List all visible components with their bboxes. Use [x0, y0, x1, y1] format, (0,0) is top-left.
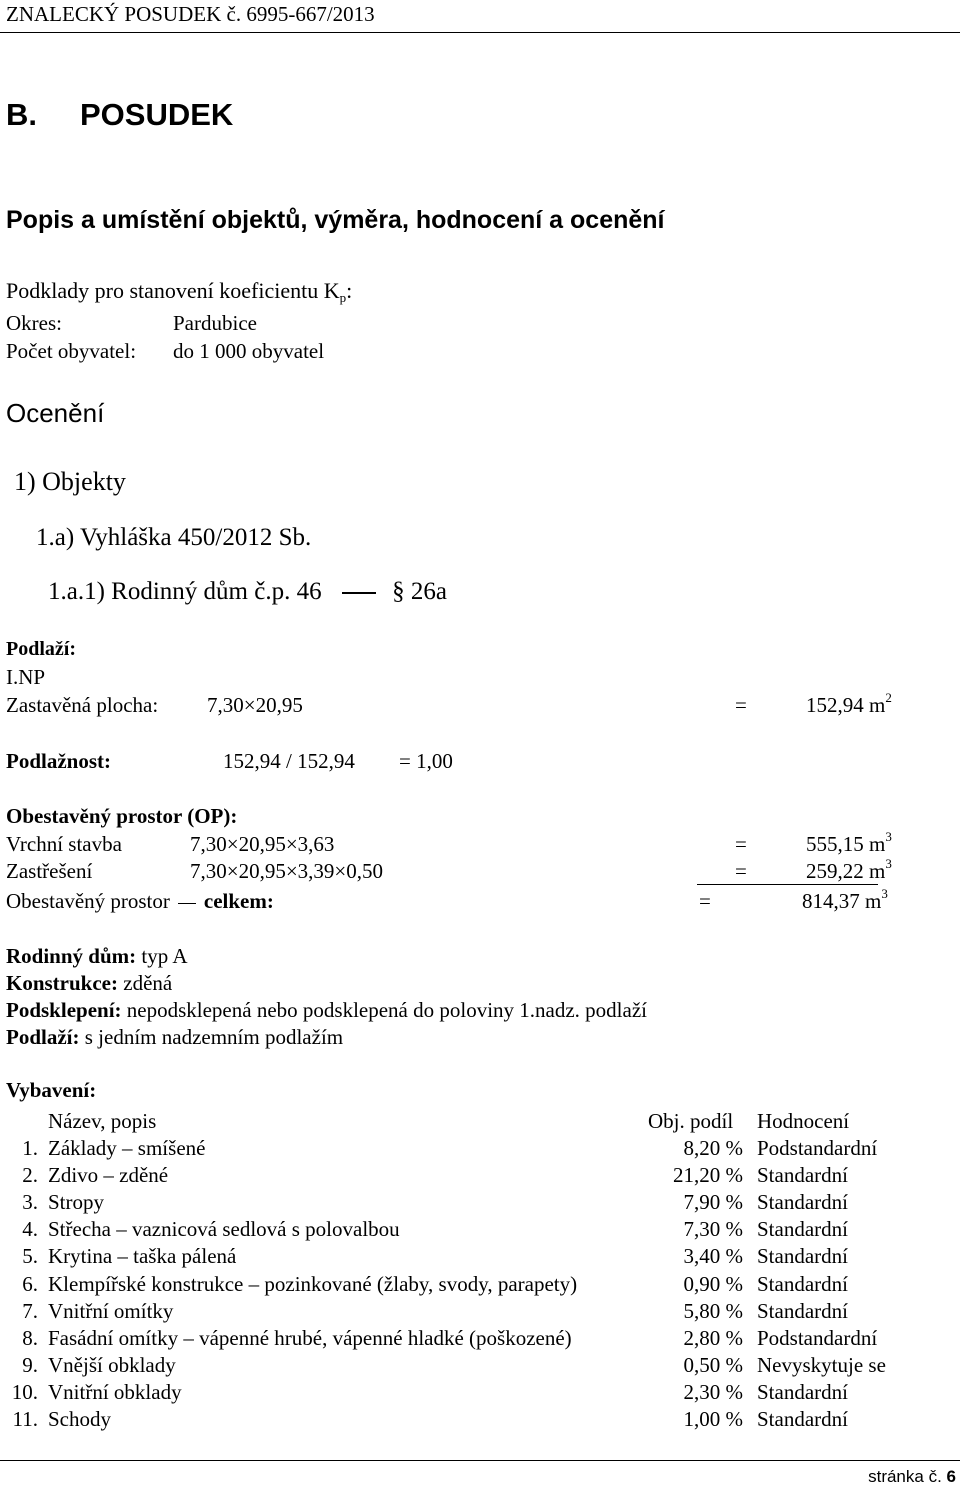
op-row-formula: 7,30×20,95×3,63	[190, 832, 335, 856]
floor-label: I.NP	[6, 665, 46, 689]
prop-label: Rodinný dům:	[6, 944, 137, 968]
row-number: 10.	[11, 1380, 38, 1404]
vyhlaska-heading: 1.a) Vyhláška 450/2012 Sb.	[36, 524, 312, 551]
row-rating: Nevyskytuje se	[757, 1353, 886, 1377]
oceneni-heading: Ocenění	[6, 398, 105, 428]
row-name: Krytina – taška pálená	[48, 1244, 237, 1268]
op-row-formula: 7,30×20,95×3,39×0,50	[190, 859, 384, 883]
prop-value: s jedním nadzemním podlažím	[84, 1025, 344, 1049]
row-name: Zdivo – zděné	[48, 1163, 169, 1187]
zastavena-formula: 7,30×20,95	[207, 693, 303, 717]
op-row-eq: =	[735, 832, 747, 856]
prop-value: zděná	[123, 971, 173, 995]
kp-row-okres	[6, 311, 257, 336]
row-rating: Standardní	[757, 1163, 848, 1187]
paragraph-dash	[342, 592, 376, 594]
row-rating: Standardní	[757, 1380, 848, 1404]
prop-rodinny-dum	[6, 944, 187, 969]
op-total-label	[6, 889, 274, 914]
row-rating: Standardní	[757, 1244, 848, 1268]
row-name: Střecha – vaznicová sedlová s polovalbou	[48, 1217, 400, 1241]
row-number: 5.	[22, 1244, 38, 1268]
prop-podlazi	[6, 1025, 343, 1050]
op-row-value	[806, 829, 892, 857]
paragraph-icon: §	[392, 578, 405, 605]
row-number: 7.	[22, 1299, 38, 1323]
op-row-number: 259,22 m	[806, 859, 886, 883]
footer-text: stránka č.	[868, 1467, 942, 1486]
zastavena-value	[806, 690, 892, 718]
row-name: Vnitřní obklady	[48, 1380, 182, 1404]
prop-label: Podlaží:	[6, 1025, 80, 1049]
podlaznost-formula: 152,94 / 152,94	[223, 749, 355, 773]
row-number: 4.	[22, 1217, 38, 1241]
column-header-rating: Hodnocení	[757, 1109, 850, 1133]
prop-podsklepeni	[6, 998, 647, 1023]
row-share: 5,80 %	[683, 1299, 743, 1323]
section-number: B.	[6, 97, 37, 132]
sum-rule	[697, 884, 878, 885]
op-row-eq: =	[735, 859, 747, 883]
op-row-exp: 3	[885, 829, 892, 844]
op-total-number: 814,37 m	[802, 889, 882, 913]
op-row-label: Zastřešení	[6, 859, 93, 883]
row-share: 8,20 %	[683, 1136, 743, 1160]
row-number: 9.	[22, 1353, 38, 1377]
row-number: 11.	[12, 1407, 38, 1431]
row-share: 21,20 %	[673, 1163, 743, 1187]
op-row-number: 555,15 m	[806, 832, 886, 856]
kp-heading-text: Podklady pro stanovení koeficientu K	[6, 278, 340, 303]
prop-label: Podsklepení:	[6, 998, 122, 1022]
row-number: 1.	[22, 1136, 38, 1160]
document-header: ZNALECKÝ POSUDEK č. 6995-667/2013	[6, 2, 375, 26]
prop-label: Konstrukce:	[6, 971, 118, 995]
row-share: 1,00 %	[683, 1407, 743, 1431]
prop-value: typ A	[141, 944, 188, 968]
row-rating: Standardní	[757, 1217, 848, 1241]
row-number: 2.	[22, 1163, 38, 1187]
row-share: 7,30 %	[683, 1217, 743, 1241]
prop-value: nepodsklepená nebo podsklepená do poloviny 1.nadz. podlaží	[126, 998, 647, 1022]
op-total-exp: 3	[881, 886, 888, 901]
row-name: Vnější obklady	[48, 1353, 176, 1377]
prop-konstrukce	[6, 971, 172, 996]
page-number: 6	[946, 1467, 956, 1486]
row-number: 8.	[22, 1326, 38, 1350]
podlaznost-label: Podlažnost:	[6, 749, 111, 773]
row-rating: Standardní	[757, 1190, 848, 1214]
column-header-name: Název, popis	[48, 1109, 157, 1133]
row-rating: Podstandardní	[757, 1136, 878, 1160]
row-share: 0,50 %	[683, 1353, 743, 1377]
op-total-dash	[178, 903, 196, 904]
op-total-label-a: Obestavěný prostor	[6, 889, 170, 913]
op-row-label: Vrchní stavba	[6, 832, 122, 856]
page-footer	[868, 1467, 956, 1487]
op-row-exp: 3	[885, 856, 892, 871]
kp-value: Pardubice	[173, 311, 257, 335]
building-heading	[48, 578, 447, 606]
row-number: 6.	[22, 1272, 38, 1296]
objekty-heading: 1) Objekty	[14, 467, 126, 496]
op-total-value	[802, 886, 888, 914]
row-number: 3.	[22, 1190, 38, 1214]
kp-value: do 1 000 obyvatel	[173, 339, 325, 363]
kp-heading	[6, 278, 352, 304]
zastavena-exp: 2	[885, 690, 892, 705]
header-divider	[0, 32, 960, 33]
row-rating: Standardní	[757, 1407, 848, 1431]
row-share: 0,90 %	[683, 1272, 743, 1296]
row-name: Základy – smíšené	[48, 1136, 206, 1160]
row-rating: Standardní	[757, 1272, 848, 1296]
section-name: POSUDEK	[80, 97, 234, 132]
row-share: 2,80 %	[683, 1326, 743, 1350]
podlaznost-result: = 1,00	[399, 749, 453, 773]
podlazi-heading: Podlaží:	[6, 638, 76, 660]
vybaveni-heading: Vybavení:	[6, 1078, 97, 1102]
kp-heading-sub: p	[339, 290, 347, 305]
op-heading: Obestavěný prostor (OP):	[6, 804, 238, 828]
row-rating: Standardní	[757, 1299, 848, 1323]
row-name: Schody	[48, 1407, 111, 1431]
zastavena-number: 152,94 m	[806, 693, 886, 717]
kp-row-obyvatel	[6, 339, 324, 364]
row-name: Klempířské konstrukce – pozinkované (žlaby, svody, parapety)	[48, 1272, 578, 1296]
row-name: Vnitřní omítky	[48, 1299, 174, 1323]
kp-label: Počet obyvatel:	[6, 339, 137, 363]
building-title: 1.a.1) Rodinný dům č.p. 46	[48, 578, 322, 605]
paragraph-number: 26a	[410, 578, 447, 605]
row-share: 7,90 %	[683, 1190, 743, 1214]
zastavena-eq: =	[735, 693, 747, 717]
section-title	[6, 97, 233, 133]
row-share: 3,40 %	[683, 1244, 743, 1268]
op-total-label-b: celkem:	[203, 889, 274, 913]
zastavena-label: Zastavěná plocha:	[6, 693, 159, 717]
op-total-eq: =	[699, 889, 711, 913]
kp-heading-colon: :	[346, 278, 353, 303]
column-header-share: Obj. podíl	[648, 1109, 734, 1133]
row-name: Fasádní omítky – vápenné hrubé, vápenné hladké (poškozené)	[48, 1326, 572, 1350]
row-share: 2,30 %	[683, 1380, 743, 1404]
subsection-title: Popis a umístění objektů, výměra, hodnocení a ocenění	[6, 206, 665, 234]
row-name: Stropy	[48, 1190, 105, 1214]
row-rating: Podstandardní	[757, 1326, 878, 1350]
footer-divider	[0, 1460, 960, 1461]
kp-label: Okres:	[6, 311, 62, 335]
op-row-value	[806, 856, 892, 884]
